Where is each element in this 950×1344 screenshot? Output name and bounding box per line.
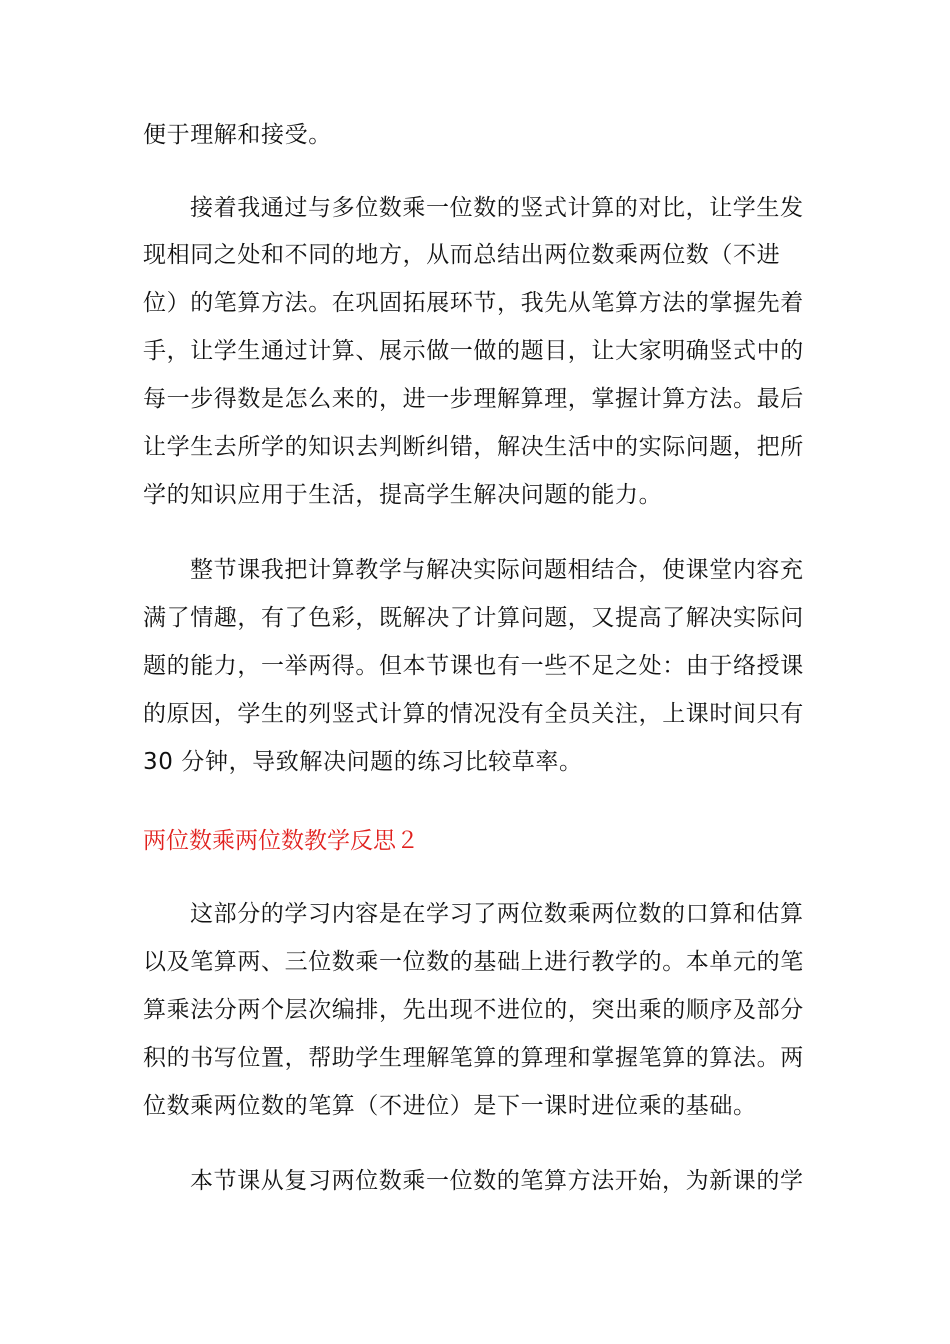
- paragraph-4-line-5: 位数乘两位数的笔算（不进位）是下一课时进位乘的基础。: [143, 1093, 757, 1119]
- paragraph-4-line-1: 这部分的学习内容是在学习了两位数乘两位数的口算和估算: [190, 901, 804, 927]
- paragraph-4-line-3: 算乘法分两个层次编排，先出现不进位的，突出乘的顺序及部分: [143, 997, 804, 1023]
- paragraph-3-line-3: 题的能力，一举两得。但本节课也有一些不足之处：由于络授课: [143, 653, 804, 679]
- paragraph-3-line-4: 的原因，学生的列竖式计算的情况没有全员关注，上课时间只有: [143, 701, 804, 727]
- paragraph-2-line-4: 手，让学生通过计算、展示做一做的题目，让大家明确竖式中的: [143, 338, 804, 364]
- paragraph-5-line-1: 本节课从复习两位数乘一位数的笔算方法开始，为新课的学: [190, 1168, 804, 1194]
- paragraph-4-line-4: 积的书写位置，帮助学生理解笔算的算理和掌握笔算的算法。两: [143, 1045, 804, 1071]
- paragraph-3-line-5: 30 分钟，导致解决问题的练习比较草率。: [143, 749, 583, 775]
- section-heading: 两位数乘两位数教学反思２: [143, 828, 419, 854]
- paragraph-3-line-1: 整节课我把计算教学与解决实际问题相结合，使课堂内容充: [190, 557, 804, 583]
- paragraph-1-line-1: 便于理解和接受。: [143, 122, 332, 148]
- paragraph-2-line-1: 接着我通过与多位数乘一位数的竖式计算的对比，让学生发: [190, 195, 804, 221]
- paragraph-2-line-2: 现相同之处和不同的地方，从而总结出两位数乘两位数（不进: [143, 242, 781, 268]
- paragraph-4-line-2: 以及笔算两、三位数乘一位数的基础上进行教学的。本单元的笔: [143, 949, 804, 975]
- paragraph-3-line-2: 满了情趣，有了色彩，既解决了计算问题，又提高了解决实际问: [143, 605, 804, 631]
- paragraph-2-line-6: 让学生去所学的知识去判断纠错，解决生活中的实际问题，把所: [143, 434, 804, 460]
- paragraph-2-line-5: 每一步得数是怎么来的，进一步理解算理，掌握计算方法。最后: [143, 386, 804, 412]
- paragraph-2-line-3: 位）的笔算方法。在巩固拓展环节，我先从笔算方法的掌握先着: [143, 290, 804, 316]
- paragraph-2-line-7: 学的知识应用于生活，提高学生解决问题的能力。: [143, 482, 663, 508]
